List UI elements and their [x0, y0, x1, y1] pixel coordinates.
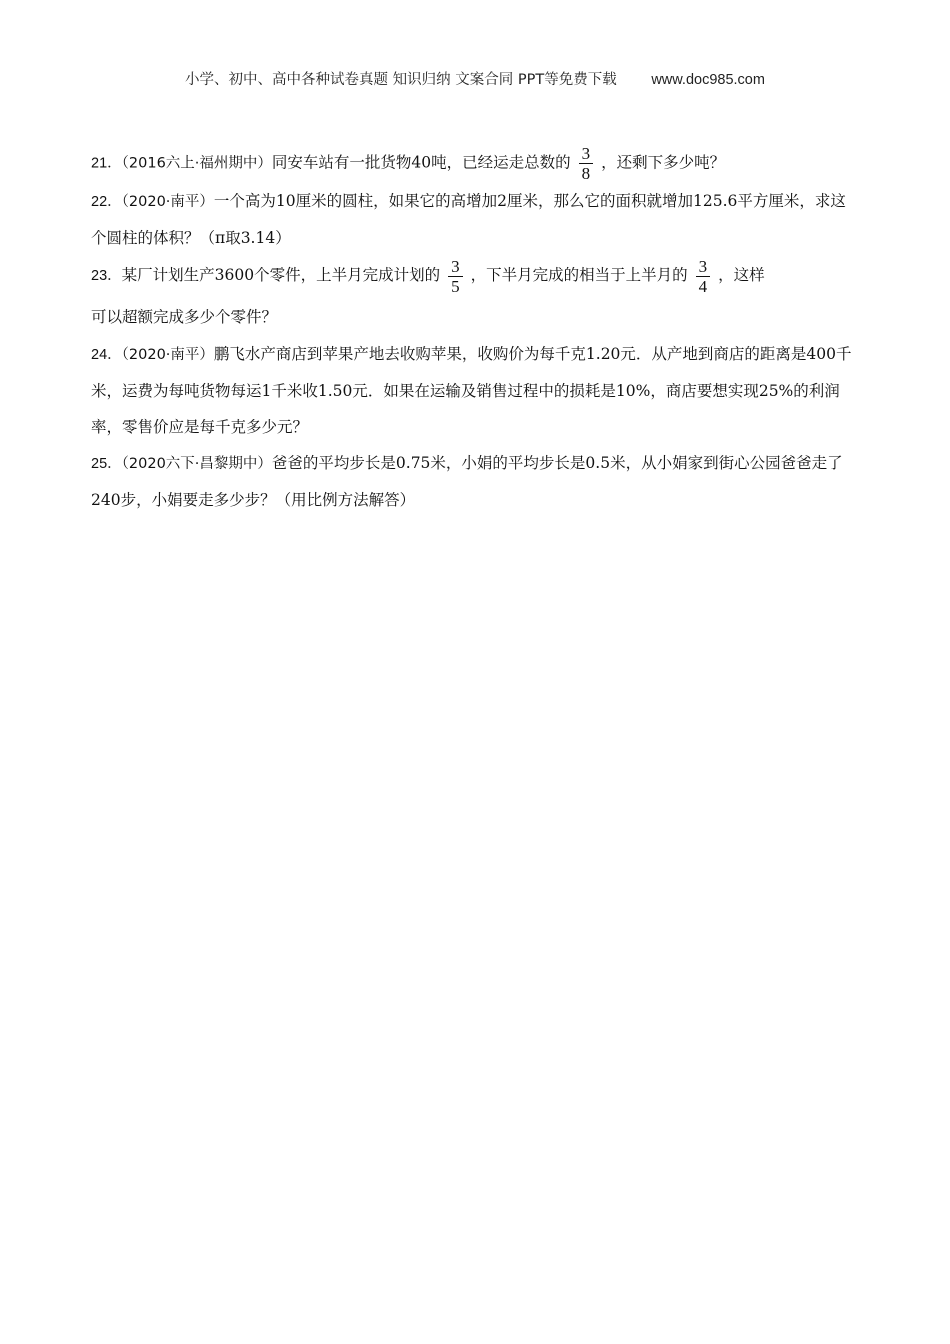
fraction	[579, 144, 594, 183]
question-text: ，还剩下多少吨？	[601, 153, 726, 172]
question-source: （2020·南平）	[121, 346, 214, 363]
header-site-link[interactable]: www.doc985.com	[651, 72, 765, 88]
question-line	[91, 298, 861, 336]
question-number: 22．	[91, 194, 122, 210]
questions-section	[91, 144, 861, 518]
question-source: （2020·南平）	[121, 194, 214, 210]
fraction	[696, 257, 711, 296]
question-25	[91, 445, 861, 518]
question-text: 爸爸的平均步长是0.75米，小娟的平均步长是0.5米，从小娟家到街心公园爸爸走了240步，小娟要走多少步？（用比例方法解答）	[91, 453, 843, 509]
question-number: 23．	[91, 268, 122, 284]
question-24	[91, 336, 861, 445]
question-text: 鹏飞水产商店到苹果产地去收购苹果，收购价为每千克1.20元．从产地到商店的距离是400千米，运费为每吨货物每运1千米收1.50元．如果在运输及销售过程中的损耗是10%，商店要想实现25%的利润率，零售价应是每千克多少元？	[91, 344, 852, 436]
question-21	[91, 144, 861, 183]
question-number: 21．	[91, 155, 122, 172]
header-text: 小学、初中、高中各种试卷真题 知识归纳 文案合同 PPT等免费下载	[185, 72, 617, 88]
question-source: （2020六下·昌黎期中）	[121, 455, 272, 472]
fraction	[448, 257, 463, 296]
fraction-numerator: 3	[696, 257, 711, 277]
fraction-denominator: 8	[581, 164, 591, 183]
question-22	[91, 183, 861, 256]
fraction-denominator: 4	[698, 276, 708, 296]
question-line	[91, 256, 861, 296]
question-text: 同安车站有一批货物40吨，已经运走总数的	[271, 153, 571, 172]
question-text: 一个高为10厘米的圆柱，如果它的高增加2厘米，那么它的面积就增加125.6平方厘米，求这个圆柱的体积？（π取3.14）	[91, 192, 846, 247]
question-23	[91, 256, 861, 336]
fraction-denominator: 5	[451, 276, 460, 296]
question-number: 25．	[91, 455, 122, 472]
page-header	[0, 68, 950, 89]
question-source: （2016六上·福州期中）	[121, 155, 272, 172]
question-number: 24．	[91, 346, 122, 363]
question-text: ，这样	[718, 266, 765, 284]
fraction-numerator: 3	[579, 144, 594, 164]
question-text: ，下半月完成的相当于上半月的	[470, 266, 688, 284]
question-text: 可以超额完成多少个零件？	[91, 307, 278, 326]
fraction-numerator: 3	[448, 257, 463, 277]
question-text: 某厂计划生产3600个零件，上半月完成计划的	[121, 266, 441, 284]
